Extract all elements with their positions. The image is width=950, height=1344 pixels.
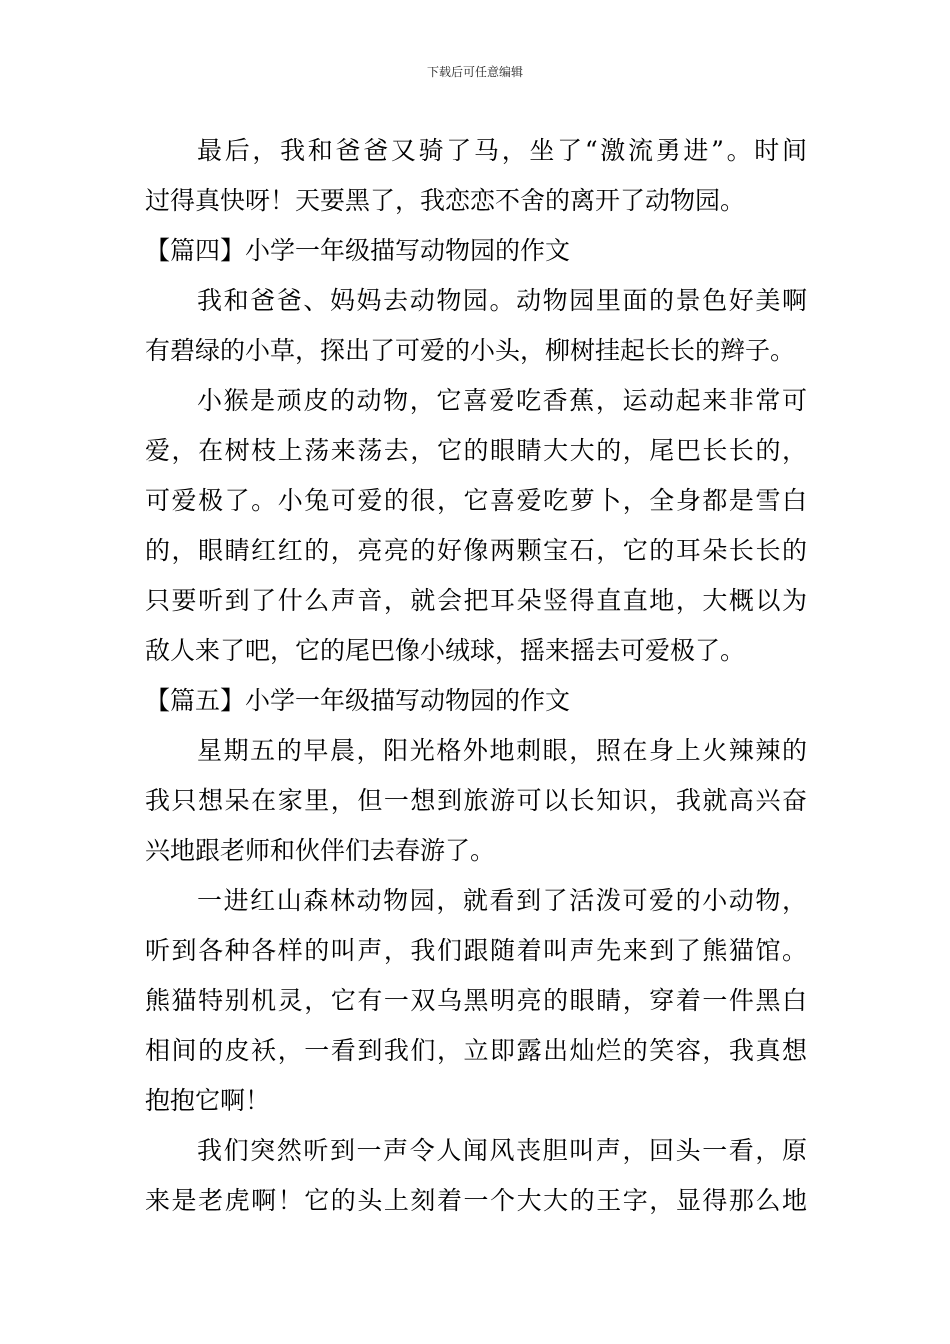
section-heading: 【篇五】小学一年级描写动物园的作文 — [145, 686, 571, 715]
text-line: 一进红山森林动物园，就看到了活泼可爱的小动物， — [197, 886, 807, 915]
text-line: 我们突然听到一声令人闻风丧胆叫声，回头一看，原 — [197, 1136, 807, 1165]
text-line: 最后，我和爸爸又骑了马，坐了“激流勇进”。时间 — [197, 136, 807, 165]
text-line: 只要听到了什么声音，就会把耳朵竖得直直地，大概以为 — [145, 586, 807, 615]
section-heading: 【篇四】小学一年级描写动物园的作文 — [145, 236, 571, 265]
text-line: 相间的皮袄，一看到我们，立即露出灿烂的笑容，我真想 — [145, 1036, 807, 1065]
text-line: 爱，在树枝上荡来荡去，它的眼睛大大的，尾巴长长的， — [145, 436, 807, 465]
text-line: 敌人来了吧，它的尾巴像小绒球，摇来摇去可爱极了。 — [145, 636, 746, 665]
text-line: 兴地跟老师和伙伴们去春游了。 — [145, 836, 496, 865]
text-line: 有碧绿的小草，探出了可爱的小头，柳树挂起长长的辫子。 — [145, 336, 796, 365]
text-line: 熊猫特别机灵，它有一双乌黑明亮的眼睛，穿着一件黑白 — [145, 986, 807, 1015]
text-line: 来是老虎啊！它的头上刻着一个大大的王字，显得那么地 — [145, 1186, 807, 1215]
text-line: 的，眼睛红红的，亮亮的好像两颗宝石，它的耳朵长长的 — [145, 536, 807, 565]
text-line: 听到各种各样的叫声，我们跟随着叫声先来到了熊猫馆。 — [145, 936, 807, 965]
text-line: 抱抱它啊！ — [145, 1086, 271, 1115]
text-line: 星期五的早晨，阳光格外地刺眼，照在身上火辣辣的 — [197, 736, 807, 765]
page-header: 下载后可任意编辑 — [426, 65, 523, 79]
text-line: 小猴是顽皮的动物，它喜爱吃香蕉，运动起来非常可 — [197, 386, 807, 415]
text-line: 可爱极了。小兔可爱的很，它喜爱吃萝卜，全身都是雪白 — [145, 486, 807, 515]
text-line: 我只想呆在家里，但一想到旅游可以长知识，我就高兴奋 — [145, 786, 807, 815]
text-line: 过得真快呀！天要黑了，我恋恋不舍的离开了动物园。 — [145, 186, 746, 215]
text-line: 我和爸爸、妈妈去动物园。动物园里面的景色好美啊 — [197, 286, 807, 315]
document-body — [145, 126, 807, 1226]
